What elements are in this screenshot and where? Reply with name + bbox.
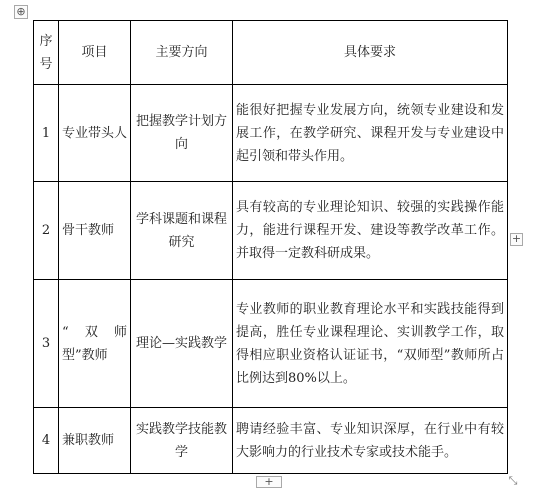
table-move-handle-icon[interactable]: ⊕ [14,5,28,19]
cell-requirement: 能很好把握专业发展方向，统领专业建设和发展工作，在教学研究、课程开发与专业建设中起引领和带头作用。 [233,85,508,182]
cell-item: “双师型”教师 [59,280,131,408]
cell-item: 兼职教师 [59,408,131,474]
requirements-table [33,20,508,474]
header-requirement: 具体要求 [233,21,508,85]
cell-direction: 实践教学技能教学 [131,408,233,474]
table-resize-handle-icon[interactable]: ⤡ [508,474,518,487]
cell-no: 4 [34,408,59,474]
table-row [34,280,508,408]
cell-requirement: 专业教师的职业教育理论水平和实践技能得到提高，胜任专业课程理论、实训教学工作，取得相应职业资格认证证书，“双师型”教师所占比例达到80%以上。 [233,280,508,408]
table-row [34,85,508,182]
header-direction: 主要方向 [131,21,233,85]
cell-requirement: 聘请经验丰富、专业知识深厚，在行业中有较大影响力的行业技术专家或技术能手。 [233,408,508,474]
cell-item: 骨干教师 [59,182,131,280]
header-no: 序号 [34,21,59,85]
add-row-plus-icon[interactable]: + [511,232,522,245]
cell-direction: 学科课题和课程研究 [131,182,233,280]
cell-direction: 理论—实践教学 [131,280,233,408]
cell-no: 1 [34,85,59,182]
cell-item: 专业带头人 [59,85,131,182]
table-row [34,408,508,474]
cell-requirement: 具有较高的专业理论知识、较强的实践操作能力，能进行课程开发、建设等教学改革工作。并取得一定教科研成果。 [233,182,508,280]
cell-direction: 把握教学计划方向 [131,85,233,182]
cell-no: 3 [34,280,59,408]
add-column-plus-icon[interactable]: + [256,476,282,488]
cell-no: 2 [34,182,59,280]
table-header-row [34,21,508,85]
header-item: 项目 [59,21,131,85]
table-row [34,182,508,280]
